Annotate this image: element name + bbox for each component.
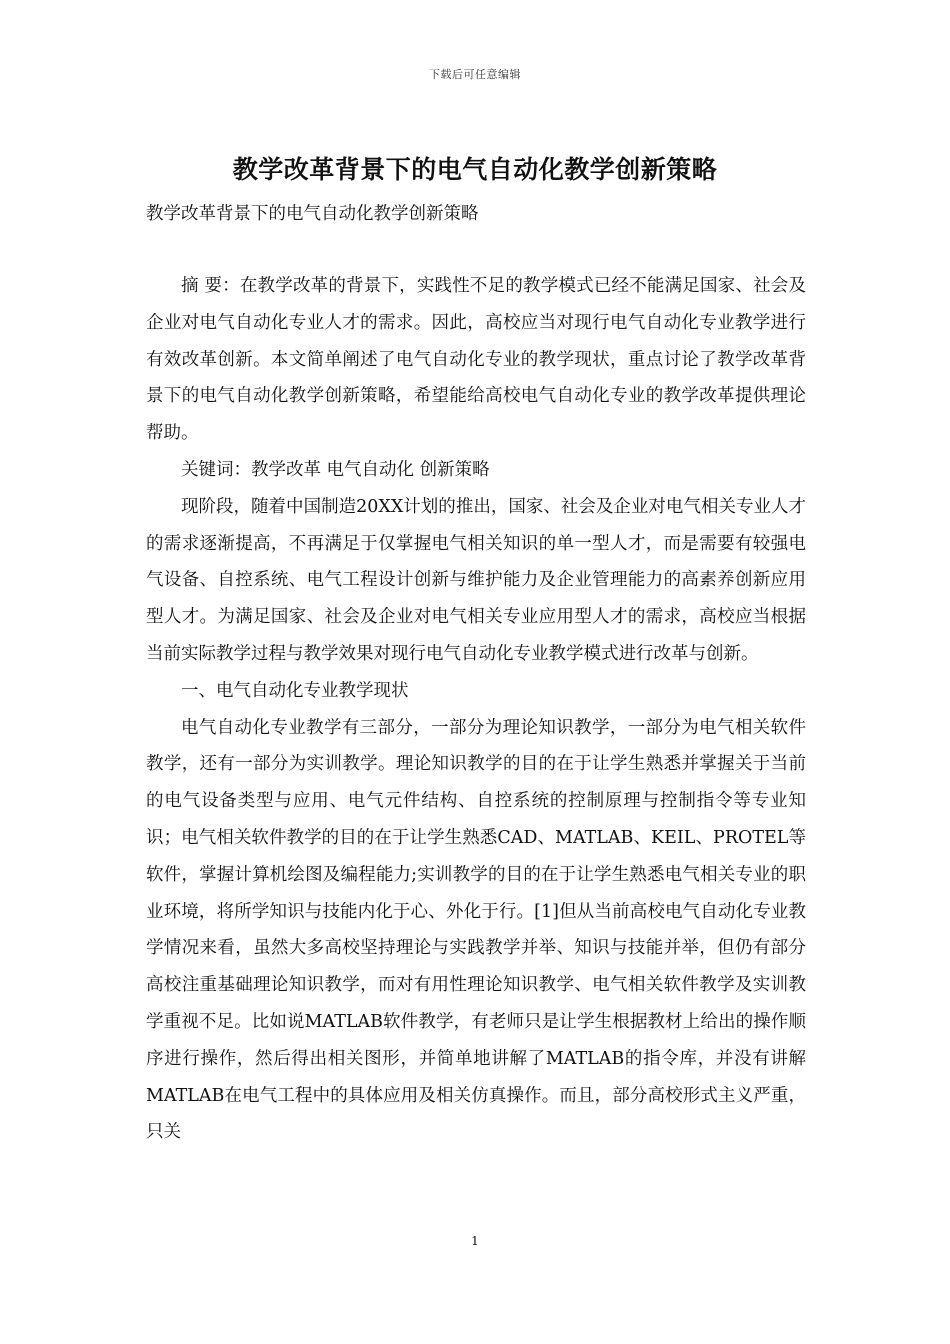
document-body — [146, 268, 806, 1151]
page-number: 1 — [471, 1234, 479, 1248]
section-heading: 一、电气自动化专业教学现状 — [181, 680, 409, 701]
keywords-line: 关键词：教学改革 电气自动化 创新策略 — [181, 459, 490, 480]
abstract-paragraph: 摘 要：在教学改革的背景下，实践性不足的教学模式已经不能满足国家、社会及企业对电气自动化专业人才的需求。因此，高校应当对现行电气自动化专业教学进行有效改革创新。本文简单阐述了电气自动化专业的教学现状，重点讨论了教学改革背景下的电气自动化教学创新策略，希望能给高校电气自动化专业的教学改革提供理论帮助。 — [146, 276, 806, 444]
section-paragraph: 电气自动化专业教学有三部分，一部分为理论知识教学，一部分为电气相关软件教学，还有一部分为实训教学。理论知识教学的目的在于让学生熟悉并掌握关于当前的电气设备类型与应用、电气元件结构、自控系统的控制原理与控制指令等专业知识；电气相关软件教学的目的在于让学生熟悉CAD、MATLAB、KEIL、PROTEL等软件，掌握计算机绘图及编程能力;实训教学的目的在于让学生熟悉电气相关专业的职业环境，将所学知识与技能内化于心、外化于行。[1]但从当前高校电气自动化专业教学情况来看，虽然大多高校坚持理论与实践教学并举、知识与技能并举，但仍有部分高校注重基础理论知识教学，而对有用性理论知识教学、电气相关软件教学及实训教学重视不足。比如说MATLAB软件教学，有老师只是让学生根据教材上给出的操作顺序进行操作，然后得出相关图形，并简单地讲解了MATLAB的指令库，并没有讲解MATLAB在电气工程中的具体应用及相关仿真操作。而且，部分高校形式主义严重，只关 — [146, 717, 806, 1143]
document-title: 教学改革背景下的电气自动化教学创新策略 — [232, 155, 718, 184]
intro-paragraph: 现阶段，随着中国制造20XX计划的推出，国家、社会及企业对电气相关专业人才的需求逐渐提高，不再满足于仅掌握电气相关知识的单一型人才，而是需要有较强电气设备、自控系统、电气工程设计创新与维护能力及企业管理能力的高素养创新应用型人才。为满足国家、社会及企业对电气相关专业应用型人才的需求，高校应当根据当前实际教学过程与教学效果对现行电气自动化专业教学模式进行改革与创新。 — [146, 496, 806, 664]
header-note: 下载后可任意编辑 — [429, 68, 521, 81]
document-subtitle: 教学改革背景下的电气自动化教学创新策略 — [146, 204, 479, 224]
